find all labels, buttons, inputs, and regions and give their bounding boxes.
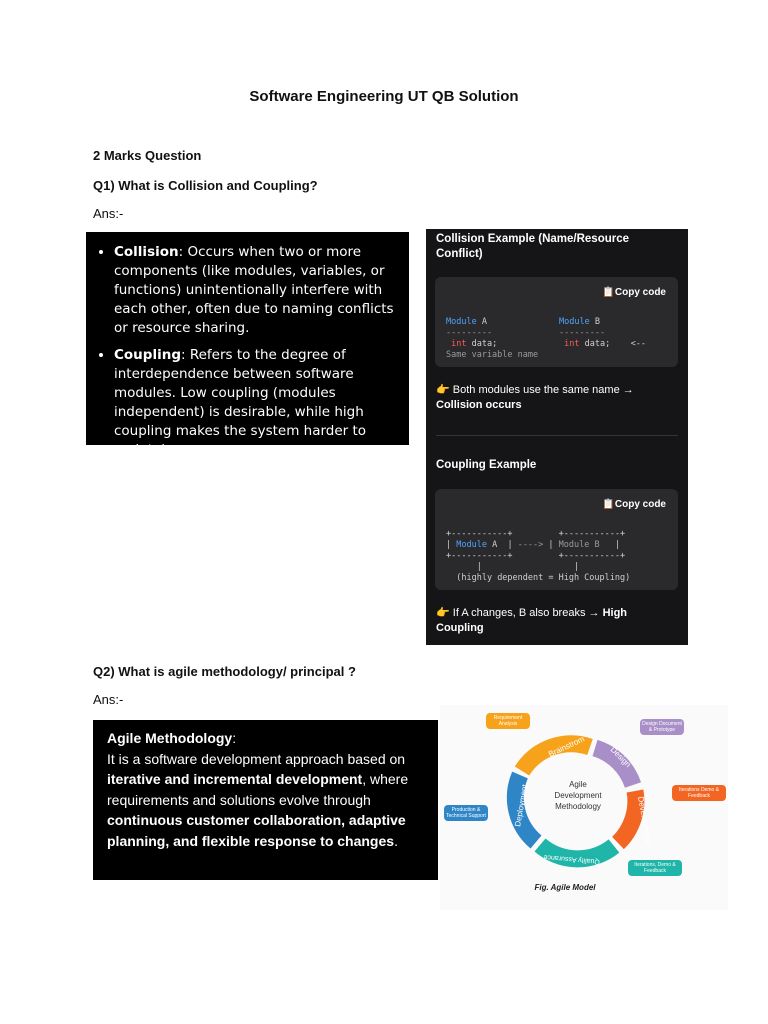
divider xyxy=(436,435,678,436)
code2-module-a-keyword: Module xyxy=(456,540,487,550)
copy-code-button[interactable] xyxy=(602,287,666,298)
coupling-note-bold: High xyxy=(602,607,628,619)
collision-note-text: Both modules use the same name → xyxy=(452,384,634,396)
code-border: +-----------+ xyxy=(446,529,513,539)
label-development: Development xyxy=(636,795,654,844)
code-module-a-name: A xyxy=(481,317,487,327)
code-row-b-post: | xyxy=(599,540,621,550)
code2-note: (highly dependent = High Coupling) xyxy=(456,573,631,583)
agile-box xyxy=(93,720,438,880)
coupling-definition: : Refers to the degree of interdependence between software modules. Low coupling (modules independent) is desirable, while high coupling makes the system harder to maintain. xyxy=(114,347,367,458)
code-same-variable-note: Same variable name xyxy=(446,350,539,360)
code-arrow: <-- xyxy=(630,339,647,349)
code-row-a-post: | xyxy=(497,540,513,550)
code2-arrow: ----> xyxy=(512,540,549,550)
callout-iterations-feedback: Iterations, Demo & Feedback xyxy=(628,860,682,876)
collision-term: Collision xyxy=(114,244,179,260)
collision-note-bold: Collision occurs xyxy=(436,399,522,411)
code-border: +-----------+ xyxy=(558,529,626,539)
label-design: Design xyxy=(608,745,633,770)
answer-2-label: Ans:- xyxy=(93,692,124,707)
copy-code-button-2[interactable] xyxy=(602,499,666,510)
code-pipe: | xyxy=(476,562,482,572)
segment-development xyxy=(618,791,636,843)
agile-heading: Agile Methodology xyxy=(107,730,233,746)
code-pipe: | xyxy=(573,562,580,572)
question-1: Q1) What is Collision and Coupling? xyxy=(93,178,318,193)
collision-coupling-box xyxy=(86,232,409,458)
copy-code-label: Copy code xyxy=(614,499,666,510)
coupling-note-text: If A changes, B also breaks → xyxy=(452,607,603,619)
code-int-b: int xyxy=(564,339,580,349)
collision-code-right xyxy=(559,317,646,350)
agile-text-2: , where requirements and solutions evolve through xyxy=(107,771,409,808)
pointing-hand-icon: 👉 xyxy=(436,384,450,396)
code2-module-b-keyword: Module xyxy=(558,540,590,550)
callout-requirement: Requirement Analysis xyxy=(486,713,530,729)
copy-code-label: Copy code xyxy=(614,287,666,298)
code-module-a-keyword: Module xyxy=(446,317,477,327)
label-deployment: Deployment xyxy=(513,783,530,828)
label-brainstorm: Brainstrom xyxy=(547,734,586,759)
code-int-a: int xyxy=(451,339,467,349)
coupling-item xyxy=(114,346,409,460)
agile-text-3: . xyxy=(394,832,398,849)
agile-colon: : xyxy=(232,730,237,746)
code-module-b-keyword: Module xyxy=(559,317,590,327)
answer-1-label: Ans:- xyxy=(93,206,124,221)
collision-example-heading: Collision Example (Name/Resource Conflict) xyxy=(436,233,630,260)
coupling-code-block xyxy=(435,489,678,590)
question-2: Q2) What is agile methodology/ principal ? xyxy=(93,664,356,679)
code-row-a-pre: | xyxy=(446,540,457,550)
code2-module-b-name: B xyxy=(594,540,600,550)
clipboard-icon: 📋 xyxy=(602,287,615,298)
code2-module-a-name: A xyxy=(492,540,498,550)
section-heading: 2 Marks Question xyxy=(93,148,202,163)
coupling-note-bold-2: Coupling xyxy=(436,622,484,634)
callout-production: Production & Technical Support xyxy=(444,805,488,821)
code-dashes-b: --------- xyxy=(559,328,606,338)
code-row-b-pre: | xyxy=(548,540,559,550)
coupling-example-heading: Coupling Example xyxy=(436,459,537,471)
label-qa: Quality Assurance xyxy=(543,853,601,865)
collision-code xyxy=(446,317,538,361)
callout-design-doc: Design Document & Prototype xyxy=(640,719,684,735)
callout-iterations-demo: Iterations Demo & Feedback xyxy=(672,785,726,801)
agile-diagram xyxy=(440,705,728,910)
collision-code-block xyxy=(435,277,678,367)
collision-definition: : Occurs when two or more components (like modules, variables, or functions) unintentionally interfere with each other, often due to naming conflicts or resource sharing. xyxy=(114,244,394,336)
agile-text-1: It is a software development approach based on xyxy=(107,750,406,767)
page-title: Software Engineering UT QB Solution xyxy=(249,88,519,105)
agile-bold-2: continuous customer collaboration, adaptive planning, and flexible response to changes xyxy=(107,812,406,849)
center-line-1: Agile xyxy=(569,780,587,789)
coupling-note xyxy=(436,606,676,636)
collision-note xyxy=(436,383,676,413)
example-panel xyxy=(426,229,688,645)
clipboard-icon: 📋 xyxy=(602,499,615,510)
center-line-2: Development xyxy=(554,791,602,800)
code-border: +-----------+ xyxy=(558,551,626,561)
coupling-term: Coupling xyxy=(114,347,181,363)
code-data-a: data; xyxy=(471,339,498,349)
center-line-3: Methodology xyxy=(555,802,601,811)
code-dashes-a: --------- xyxy=(446,328,493,338)
coupling-code xyxy=(446,529,630,584)
figure-caption-graphic: Fig. Agile Model xyxy=(534,883,596,892)
code-border: +-----------+ xyxy=(446,551,513,561)
code-module-b-name: B xyxy=(594,317,600,327)
collision-item xyxy=(114,243,409,338)
pointing-hand-icon: 👉 xyxy=(436,607,450,619)
agile-bold-1: iterative and incremental development xyxy=(107,771,363,787)
code-data-b: data; xyxy=(584,339,611,349)
